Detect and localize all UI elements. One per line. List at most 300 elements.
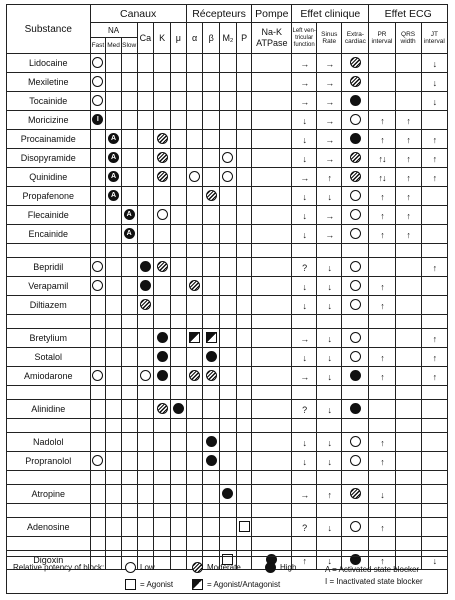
cell-extra (342, 504, 369, 518)
cell-mu (170, 329, 186, 348)
cell-jt (421, 485, 447, 504)
cell-beta (203, 485, 220, 504)
cell-k (154, 92, 171, 111)
cell-alpha (186, 225, 203, 244)
cell-mu (170, 367, 186, 386)
cell-mu (170, 504, 186, 518)
cell-alpha (186, 537, 203, 551)
cell-fast (90, 433, 106, 452)
cell-lv (292, 386, 317, 400)
cell-ca (137, 73, 154, 92)
cell-ca (137, 386, 154, 400)
cell-ca (137, 471, 154, 485)
cell-slow (121, 367, 137, 386)
cell-mu (170, 419, 186, 433)
cell-sinus (317, 206, 342, 225)
cell-slow (121, 111, 137, 130)
cell-slow (121, 187, 137, 206)
cell-qrs (395, 419, 421, 433)
cell-mu (170, 277, 186, 296)
cell-atpase (252, 419, 292, 433)
cell-slow (121, 244, 137, 258)
cell-qrs (395, 225, 421, 244)
effect-arrow: ↑ (380, 135, 384, 145)
cell-atpase (252, 54, 292, 73)
effect-arrow: ↑ (380, 353, 384, 363)
cell-qrs (395, 348, 421, 367)
cell-extra (342, 168, 369, 187)
drug-name: Bepridil (7, 258, 91, 277)
cell-beta (203, 258, 220, 277)
cell-p (236, 73, 252, 92)
cell-sinus (317, 315, 342, 329)
cell-extra (342, 244, 369, 258)
high-block-symbol (108, 171, 119, 182)
cell-qrs (395, 485, 421, 504)
cell-m2 (220, 206, 237, 225)
effect-arrow: ↓ (432, 59, 437, 69)
effect-arrow: → (325, 154, 334, 164)
drug-name: Disopyramide (7, 149, 91, 168)
high-block-symbol (157, 370, 168, 381)
cell-alpha (186, 348, 203, 367)
low-block-symbol (350, 299, 361, 310)
low-block-symbol (350, 280, 361, 291)
cell-mu (170, 244, 186, 258)
cell-m2 (220, 187, 237, 206)
cell-jt (421, 206, 447, 225)
cell-med (106, 329, 122, 348)
effect-arrow: ↑ (327, 490, 331, 500)
cell-lv (292, 348, 317, 367)
cell-k (154, 168, 171, 187)
cell-lv (292, 187, 317, 206)
cell-k (154, 111, 171, 130)
drug-name: Propranolol (7, 452, 91, 471)
cell-p (236, 187, 252, 206)
drug-name: Diltiazem (7, 296, 91, 315)
cell-alpha (186, 400, 203, 419)
cell-slow (121, 537, 137, 551)
effect-arrow: ↓ (327, 192, 331, 202)
cell-beta (203, 348, 220, 367)
cell-qrs (395, 111, 421, 130)
cell-extra (342, 386, 369, 400)
qrs-width-header: QRS width (395, 23, 421, 54)
cell-mu (170, 92, 186, 111)
effect-arrow: ↑ (380, 556, 384, 566)
cell-k (154, 315, 171, 329)
cell-extra (342, 73, 369, 92)
cell-sinus (317, 296, 342, 315)
cell-extra (342, 433, 369, 452)
cell-alpha (186, 518, 203, 537)
cell-pr (369, 92, 395, 111)
cell-extra (342, 400, 369, 419)
cell-qrs (395, 504, 421, 518)
cell-ca (137, 206, 154, 225)
cell-fast (90, 471, 106, 485)
cell-k (154, 400, 171, 419)
spacer-row (7, 419, 448, 433)
cell-qrs (395, 187, 421, 206)
cell-slow (121, 348, 137, 367)
cell-p (236, 419, 252, 433)
cell-sinus (317, 92, 342, 111)
sinus-rate-header: Sinus Rate (317, 23, 342, 54)
state-blocker-letter: A (126, 211, 132, 219)
spacer-cell (7, 315, 91, 329)
high-block-symbol (350, 95, 361, 106)
cell-extra (342, 130, 369, 149)
cell-med (106, 518, 122, 537)
cell-mu (170, 400, 186, 419)
effect-arrow: ↑ (380, 523, 384, 533)
cell-slow (121, 518, 137, 537)
cell-lv (292, 225, 317, 244)
mu-header: μ (170, 23, 186, 54)
cell-alpha (186, 244, 203, 258)
spacer-row (7, 537, 448, 551)
cell-alpha (186, 187, 203, 206)
cell-k (154, 73, 171, 92)
cell-slow (121, 206, 137, 225)
cell-extra (342, 149, 369, 168)
state-blocker-letter: A (111, 192, 117, 200)
cell-lv (292, 537, 317, 551)
cell-sinus (317, 348, 342, 367)
cell-alpha (186, 433, 203, 452)
cell-mu (170, 111, 186, 130)
cell-lv (292, 419, 317, 433)
effect-arrow: ↑ (432, 372, 437, 382)
cell-sinus (317, 225, 342, 244)
low-block-symbol (350, 209, 361, 220)
moderate-block-symbol (350, 76, 361, 87)
cell-beta (203, 315, 220, 329)
cell-qrs (395, 471, 421, 485)
cell-pr (369, 518, 395, 537)
cell-pr (369, 296, 395, 315)
effect-arrow: ↑ (406, 192, 410, 202)
cell-sinus (317, 149, 342, 168)
cell-sinus (317, 130, 342, 149)
cell-alpha (186, 452, 203, 471)
effect-arrow: ↓ (432, 97, 437, 107)
cell-med (106, 504, 122, 518)
cell-lv (292, 111, 317, 130)
cell-mu (170, 386, 186, 400)
cell-med (106, 149, 122, 168)
cell-pr (369, 168, 395, 187)
effect-arrow: ↓ (327, 457, 331, 467)
cell-extra (342, 329, 369, 348)
cell-p (236, 92, 252, 111)
cell-qrs (395, 277, 421, 296)
effect-arrow: → (325, 59, 334, 69)
drug-name: Lidocaine (7, 54, 91, 73)
cell-fast (90, 518, 106, 537)
cell-k (154, 504, 171, 518)
spacer-row (7, 244, 448, 258)
spacer-cell (7, 471, 91, 485)
cell-m2 (220, 433, 237, 452)
cell-lv (292, 73, 317, 92)
cell-atpase (252, 277, 292, 296)
cell-slow (121, 485, 137, 504)
cell-slow (121, 386, 137, 400)
cell-atpase (252, 471, 292, 485)
cell-m2 (220, 111, 237, 130)
cell-fast (90, 130, 106, 149)
cell-mu (170, 187, 186, 206)
cell-pr (369, 537, 395, 551)
cell-pr (369, 367, 395, 386)
cell-ca (137, 518, 154, 537)
cell-med (106, 419, 122, 433)
low-block-symbol (350, 521, 361, 532)
cell-lv (292, 206, 317, 225)
cell-lv (292, 485, 317, 504)
cell-med (106, 168, 122, 187)
effect-arrow: ↑ (380, 438, 384, 448)
spacer-cell (7, 504, 91, 518)
cell-ca (137, 130, 154, 149)
cell-sinus (317, 111, 342, 130)
cell-mu (170, 225, 186, 244)
cell-lv (292, 258, 317, 277)
legend-potency-label: Relative potency of block: (13, 563, 105, 572)
cell-beta (203, 206, 220, 225)
drug-name: Encainide (7, 225, 91, 244)
effect-arrow: ↑ (302, 556, 306, 566)
cell-m2 (220, 149, 237, 168)
cell-atpase (252, 206, 292, 225)
cell-fast (90, 54, 106, 73)
canaux-header: Canaux (90, 5, 186, 23)
cell-pr (369, 244, 395, 258)
cell-extra (342, 537, 369, 551)
cell-ca (137, 225, 154, 244)
cell-med (106, 130, 122, 149)
cell-jt (421, 277, 447, 296)
cell-sinus (317, 518, 342, 537)
effect-arrow: ↓ (327, 523, 331, 533)
cell-m2 (220, 296, 237, 315)
cell-beta (203, 92, 220, 111)
cell-med (106, 367, 122, 386)
effect-arrow: ↑ (380, 116, 384, 126)
cell-lv (292, 329, 317, 348)
effect-arrow: ↓ (327, 353, 331, 363)
cell-atpase (252, 168, 292, 187)
slow-header: Slow (121, 38, 137, 54)
cell-m2 (220, 419, 237, 433)
cell-mu (170, 54, 186, 73)
cell-fast (90, 92, 106, 111)
cell-mu (170, 471, 186, 485)
cell-m2 (220, 537, 237, 551)
effet-clinique-header: Effet clinique (292, 5, 369, 23)
effect-arrow: ↓ (302, 438, 306, 448)
cell-qrs (395, 258, 421, 277)
cell-fast (90, 485, 106, 504)
low-block-symbol (350, 351, 361, 362)
cell-pr (369, 504, 395, 518)
cell-k (154, 537, 171, 551)
effect-arrow: ↓ (327, 438, 331, 448)
cell-pr (369, 329, 395, 348)
drug-name: Tocainide (7, 92, 91, 111)
cell-extra (342, 419, 369, 433)
effect-arrow: ↓ (302, 211, 306, 221)
effect-arrow: ↑ (380, 192, 384, 202)
cell-p (236, 225, 252, 244)
effect-arrow: ↑ (406, 230, 410, 240)
cell-lv (292, 168, 317, 187)
table-row (7, 348, 448, 367)
cell-qrs (395, 206, 421, 225)
table-row (7, 485, 448, 504)
cell-ca (137, 277, 154, 296)
cell-med (106, 54, 122, 73)
cell-ca (137, 452, 154, 471)
cell-med (106, 244, 122, 258)
cell-qrs (395, 537, 421, 551)
cell-ca (137, 244, 154, 258)
effect-arrow: ↓ (302, 154, 306, 164)
cell-alpha (186, 130, 203, 149)
low-block-symbol (92, 57, 103, 68)
cell-p (236, 315, 252, 329)
legend-high-symbol (265, 562, 276, 573)
cell-lv (292, 92, 317, 111)
cell-mu (170, 168, 186, 187)
cell-alpha (186, 206, 203, 225)
cell-jt (421, 92, 447, 111)
table-row (7, 296, 448, 315)
effet-ecg-header: Effet ECG (369, 5, 448, 23)
moderate-block-symbol (206, 190, 217, 201)
cell-extra (342, 452, 369, 471)
effect-arrow: ↑ (327, 173, 331, 183)
cell-jt (421, 537, 447, 551)
cell-fast (90, 329, 106, 348)
cell-k (154, 471, 171, 485)
low-block-symbol (157, 209, 168, 220)
cell-mu (170, 206, 186, 225)
effect-arrow: ↓ (327, 556, 331, 566)
cell-slow (121, 504, 137, 518)
cell-med (106, 73, 122, 92)
spacer-row (7, 386, 448, 400)
effect-arrow: ↑ (432, 353, 437, 363)
cell-fast (90, 277, 106, 296)
cell-sinus (317, 367, 342, 386)
cell-fast (90, 315, 106, 329)
cell-ca (137, 92, 154, 111)
cell-fast (90, 504, 106, 518)
low-block-symbol (92, 370, 103, 381)
cell-alpha (186, 168, 203, 187)
effect-arrow: ↑ (380, 230, 384, 240)
pr-interval-header: PR interval (369, 23, 395, 54)
table-row (7, 206, 448, 225)
high-block-symbol (108, 152, 119, 163)
drug-name: Procainamide (7, 130, 91, 149)
pompe-header: Pompe (252, 5, 292, 23)
cell-alpha (186, 92, 203, 111)
cell-med (106, 92, 122, 111)
low-block-symbol (350, 455, 361, 466)
moderate-block-symbol (189, 280, 200, 291)
cell-beta (203, 277, 220, 296)
moderate-block-symbol (206, 370, 217, 381)
cell-slow (121, 315, 137, 329)
low-block-symbol (222, 171, 233, 182)
moderate-block-symbol (350, 152, 361, 163)
low-block-symbol (189, 171, 200, 182)
drug-name: Verapamil (7, 277, 91, 296)
substance-header: Substance (7, 5, 91, 54)
cell-sinus (317, 187, 342, 206)
high-block-symbol (157, 351, 168, 362)
cell-ca (137, 315, 154, 329)
high-block-symbol (206, 455, 217, 466)
cell-atpase (252, 518, 292, 537)
cell-slow (121, 258, 137, 277)
cell-fast (90, 244, 106, 258)
cell-k (154, 433, 171, 452)
cell-qrs (395, 92, 421, 111)
p-header: P (236, 23, 252, 54)
moderate-block-symbol (350, 171, 361, 182)
cell-k (154, 419, 171, 433)
spacer-row (7, 315, 448, 329)
cell-med (106, 111, 122, 130)
cell-k (154, 329, 171, 348)
cell-qrs (395, 433, 421, 452)
cell-m2 (220, 225, 237, 244)
cell-jt (421, 400, 447, 419)
cell-lv (292, 471, 317, 485)
cell-m2 (220, 277, 237, 296)
cell-mu (170, 433, 186, 452)
cell-beta (203, 111, 220, 130)
cell-jt (421, 471, 447, 485)
high-block-symbol (92, 114, 103, 125)
spacer-cell (7, 386, 91, 400)
high-block-symbol (222, 488, 233, 499)
cell-extra (342, 367, 369, 386)
cell-beta (203, 149, 220, 168)
effect-arrow: ↓ (432, 78, 437, 88)
state-blocker-letter: I (96, 116, 99, 124)
cell-jt (421, 504, 447, 518)
table-row (7, 277, 448, 296)
cell-ca (137, 419, 154, 433)
legend-agonist-antagonist-label: = Agonist/Antagonist (207, 580, 281, 589)
cell-beta (203, 73, 220, 92)
cell-sinus (317, 400, 342, 419)
cell-jt (421, 452, 447, 471)
effect-arrow: ↓ (302, 457, 306, 467)
low-block-symbol (350, 436, 361, 447)
effect-arrow: ? (302, 263, 307, 273)
cell-slow (121, 225, 137, 244)
cell-k (154, 149, 171, 168)
cell-lv (292, 296, 317, 315)
